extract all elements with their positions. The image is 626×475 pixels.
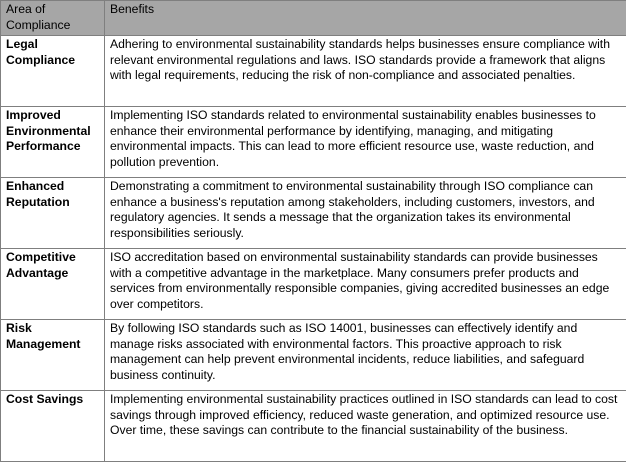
area-cell: Cost Savings	[1, 391, 105, 462]
benefits-cell: Implementing environmental sustainability practices outlined in ISO standards can lead to cost savings through improved efficiency, reduced waste generation, and optimized resource use. Over time, these savings can contribute to the financial sustainability of the business.	[105, 391, 626, 462]
area-cell: Risk Management	[1, 320, 105, 391]
header-row	[1, 1, 626, 36]
benefits-cell: Demonstrating a commitment to environmental sustainability through ISO compliance can enhance a business's reputation among stakeholders, including customers, investors, and regulatory agencies. It sends a message that the organization takes its environmental responsibilities seriously.	[105, 178, 626, 249]
header-benefits: Benefits	[105, 1, 626, 36]
table-body	[1, 36, 626, 462]
area-cell: Legal Compliance	[1, 36, 105, 107]
table-row	[1, 391, 626, 462]
table-row	[1, 320, 626, 391]
table-row	[1, 36, 626, 107]
table-row	[1, 249, 626, 320]
area-cell: Improved Environmental Performance	[1, 107, 105, 178]
header-area-of-compliance: Area of Compliance	[1, 1, 105, 36]
table-row	[1, 107, 626, 178]
benefits-cell: Implementing ISO standards related to environmental sustainability enables businesses to enhance their environmental performance by identifying, managing, and mitigating environmental impacts. This can lead to more efficient resource use, waste reduction, and pollution prevention.	[105, 107, 626, 178]
benefits-cell: Adhering to environmental sustainability standards helps businesses ensure compliance with relevant environmental regulations and laws. ISO standards provide a framework that aligns with legal requirements, reducing the risk of non-compliance and associated penalties.	[105, 36, 626, 107]
benefits-cell: By following ISO standards such as ISO 14001, businesses can effectively identify and manage risks associated with environmental factors. This proactive approach to risk management can help prevent environmental incidents, reduce liabilities, and safeguard business continuity.	[105, 320, 626, 391]
table-header	[1, 1, 626, 36]
benefits-cell: ISO accreditation based on environmental sustainability standards can provide businesses with a competitive advantage in the marketplace. Many consumers prefer products and services from environmentally responsible companies, giving accredited businesses an edge over competitors.	[105, 249, 626, 320]
area-cell: Competitive Advantage	[1, 249, 105, 320]
area-cell: Enhanced Reputation	[1, 178, 105, 249]
table-row	[1, 178, 626, 249]
